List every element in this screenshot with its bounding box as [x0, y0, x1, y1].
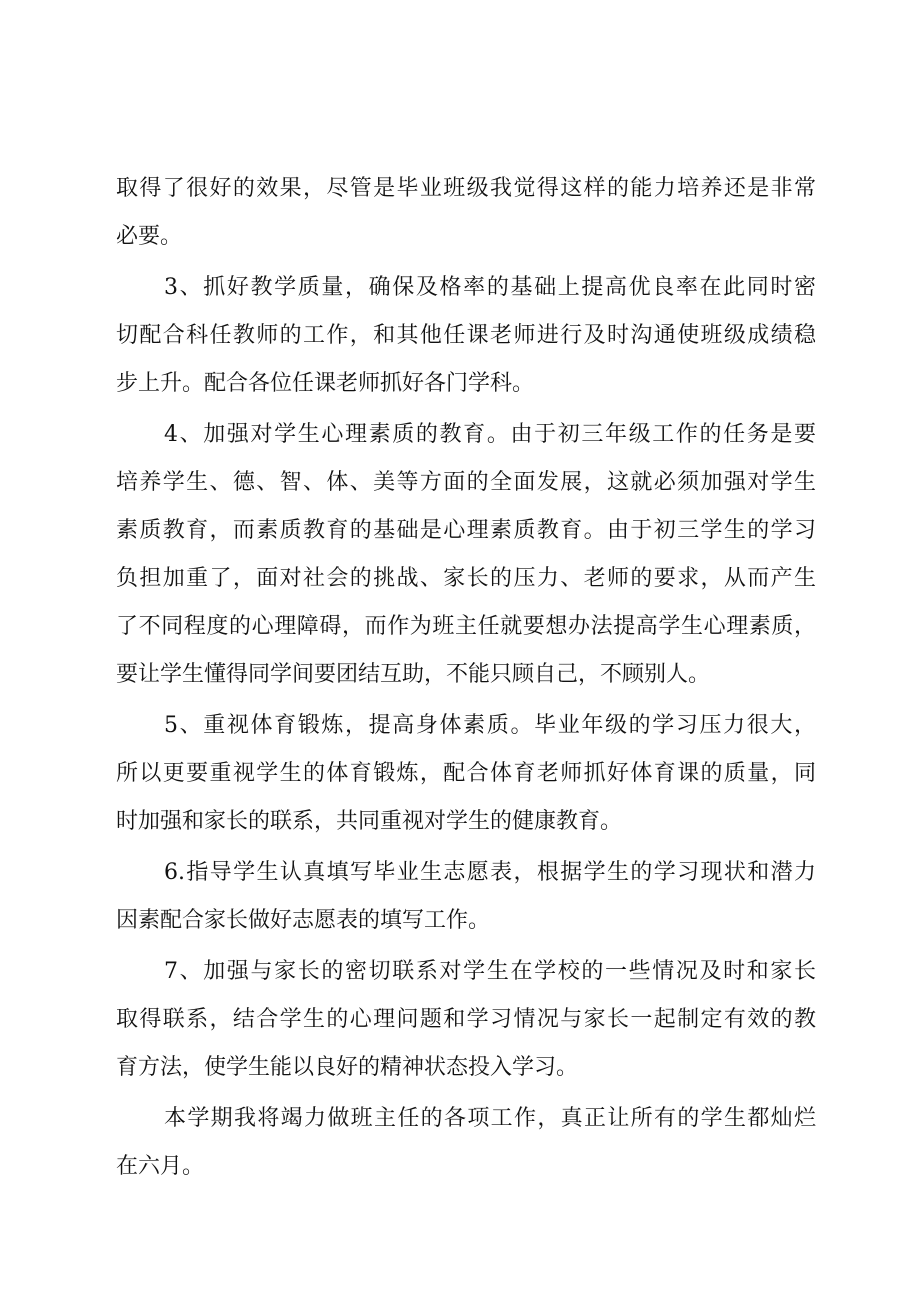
text-line: 培养学生、德、智、体、美等方面的全面发展，这就必须加强对学生 — [116, 470, 816, 495]
text-line: 切配合科任教师的工作，和其他任课老师进行及时沟通使班级成绩稳 — [116, 323, 816, 348]
text-line: 4、加强对学生心理素质的教育。由于初三年级工作的任务是要 — [164, 422, 816, 447]
text-line: 5、重视体育锻炼，提高身体素质。毕业年级的学习压力很大， — [164, 713, 816, 738]
text-line: 取得了很好的效果，尽管是毕业班级我觉得这样的能力培养还是非常 — [116, 176, 816, 201]
text-line: 育方法，使学生能以良好的精神状态投入学习。 — [116, 1055, 579, 1080]
text-line: 必要。 — [116, 224, 183, 249]
paragraph-item-6 — [116, 849, 816, 945]
text-line: 取得联系，结合学生的心理问题和学习情况与家长一起制定有效的教 — [116, 1007, 816, 1032]
text-line: 因素配合家长做好志愿表的填写工作。 — [116, 908, 491, 933]
paragraph-item-3 — [116, 264, 816, 408]
document-body — [116, 165, 816, 1194]
text-line: 步上升。配合各位任课老师抓好各门学科。 — [116, 371, 535, 396]
text-line: 时加强和家长的联系，共同重视对学生的健康教育。 — [116, 809, 623, 834]
paragraph-item-7 — [116, 948, 816, 1092]
text-line: 6.指导学生认真填写毕业生志愿表，根据学生的学习现状和潜力 — [164, 860, 816, 885]
text-line: 3、抓好教学质量，确保及格率的基础上提高优良率在此同时密 — [164, 275, 816, 300]
text-line: 素质教育，而素质教育的基础是心理素质教育。由于初三学生的学习 — [116, 518, 816, 543]
text-line: 在六月。 — [116, 1154, 205, 1179]
paragraph-conclusion — [116, 1095, 816, 1191]
text-line: 了不同程度的心理障碍，而作为班主任就要想办法提高学生心理素质， — [116, 614, 816, 639]
paragraph-item-4 — [116, 411, 816, 699]
text-line: 所以更要重视学生的体育锻炼，配合体育老师抓好体育课的质量，同 — [116, 761, 816, 786]
paragraph-ability-training — [116, 165, 816, 261]
text-line: 7、加强与家长的密切联系对学生在学校的一些情况及时和家长 — [164, 959, 816, 984]
text-line: 要让学生懂得同学间要团结互助，不能只顾自己，不顾别人。 — [116, 662, 711, 687]
text-line: 本学期我将竭力做班主任的各项工作，真正让所有的学生都灿烂 — [164, 1106, 816, 1131]
text-line: 负担加重了，面对社会的挑战、家长的压力、老师的要求，从而产生 — [116, 566, 816, 591]
paragraph-item-5 — [116, 702, 816, 846]
